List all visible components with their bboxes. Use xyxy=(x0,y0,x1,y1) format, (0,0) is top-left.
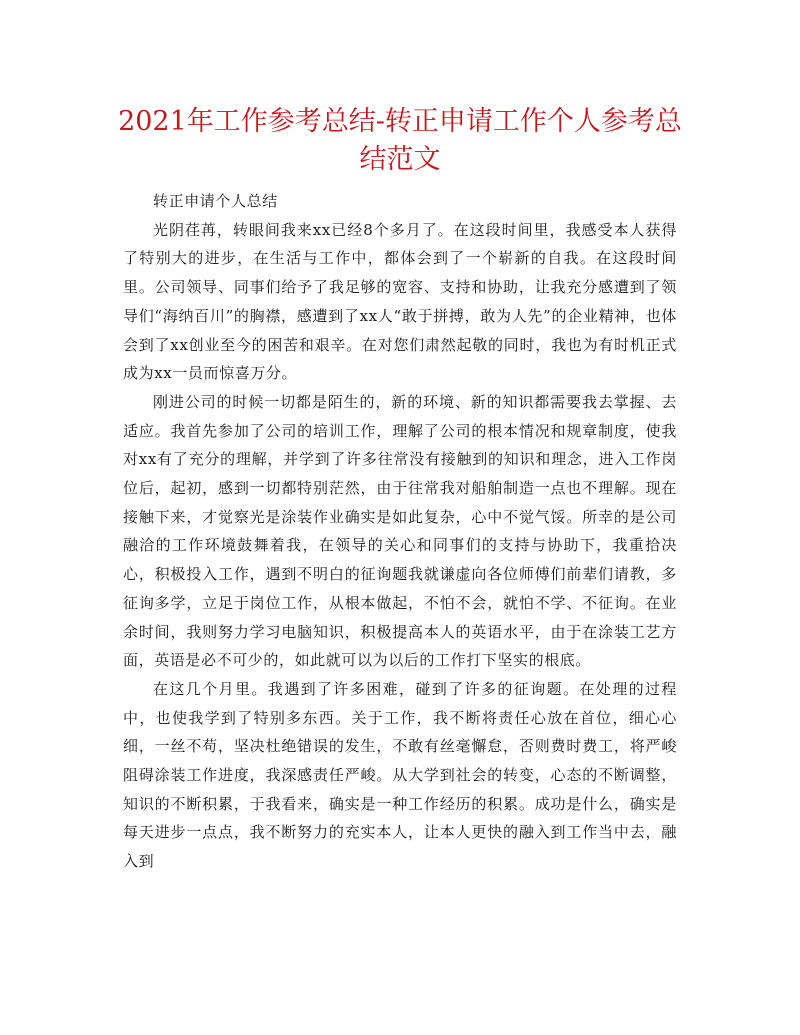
paragraph-3: 在这几个月里。我遇到了许多困难，碰到了许多的征询题。在处理的过程中，也使我学到了特别多东西。关于工作，我不断将责任心放在首位，细心心细，一丝不苟，坚决杜绝错误的发生，不敢有丝毫懈怠，否则费时费工，将严峻阻碍涂装工作进度，我深感责任严峻。从大学到社会的转变，心态的不断调整，知识的不断积累，于我看来，确实是一种工作经历的积累。成功是什么，确实是每天进步一点点，我不断努力的充实本人，让本人更快的融入到工作当中去，融入到 xyxy=(123,679,677,871)
paragraph-1: 光阴荏苒，转眼间我来xx已经8个多月了。在这段时间里，我感受本人获得了特别大的进步，在生活与工作中，都体会到了一个崭新的自我。在这段时间里。公司领导、同事们给予了我足够的宽容、支持和协助，让我充分感遭到了领导们“海纳百川”的胸襟，感遭到了xx人“敢于拼搏，敢为人先”的企业精神，也体会到了xx创业至今的困苦和艰辛。在对您们肃然起敬的同时，我也为有时机正式成为xx一员而惊喜万分。 xyxy=(123,220,677,383)
document-body xyxy=(123,187,677,876)
section-heading: 转正申请个人总结 xyxy=(153,192,278,210)
paragraph-2: 刚进公司的时候一切都是陌生的，新的环境、新的知识都需要我去掌握、去适应。我首先参加了公司的培训工作，理解了公司的根本情况和规章制度，使我对xx有了充分的理解，并学到了许多往常没有接触到的知识和理念，进入工作岗位后，起初，感到一切都特别茫然，由于往常我对船舶制造一点也不理解。现在接触下来，才觉察光是涂装作业确实是如此复杂，心中不觉气馁。所幸的是公司融洽的工作环境鼓舞着我，在领导的关心和同事们的支持与协助下，我重拾决心，积极投入工作，遇到不明白的征询题我就谦虚向各位师傅们前辈们请教，多征询多学，立足于岗位工作，从根本做起，不怕不会，就怕不学、不征询。在业余时间，我则努力学习电脑知识，积极提高本人的英语水平，由于在涂装工艺方面，英语是必不可少的，如此就可以为以后的工作打下坚实的根底。 xyxy=(123,392,677,670)
document-title: 2021年工作参考总结-转正申请工作个人参考总结范文 xyxy=(118,106,682,175)
